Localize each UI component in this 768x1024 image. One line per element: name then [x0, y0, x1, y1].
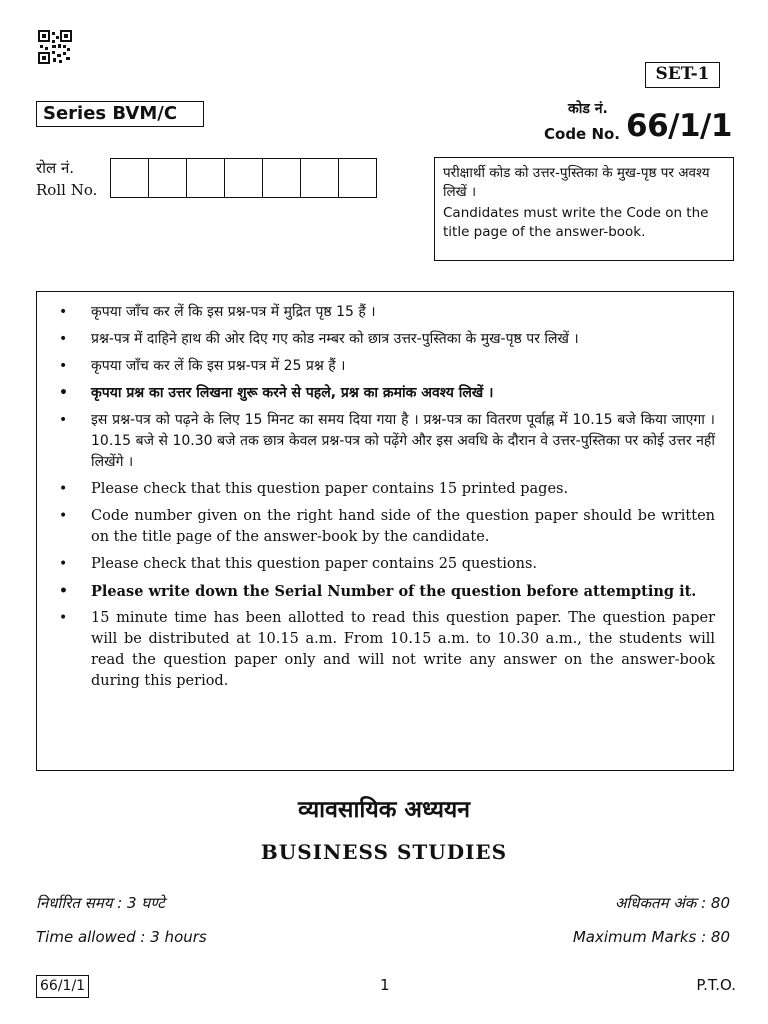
roll-number-cell [301, 158, 339, 198]
instruction-item [57, 329, 715, 350]
bullet-icon: • [59, 412, 68, 428]
instruction-item [57, 581, 715, 602]
roll-number-cell [187, 158, 225, 198]
roll-number-cell [111, 158, 149, 198]
subject-title-english: BUSINESS STUDIES [260, 840, 508, 864]
code-note-english: Candidates must write the Code on the title page of the answer-book. [443, 205, 709, 240]
bullet-icon: • [59, 385, 68, 401]
roll-label-english: Roll No. [36, 181, 98, 199]
instruction-text: कृपया जाँच कर लें कि इस प्रश्न-पत्र में मुद्रित पृष्ठ 15 हैं । [91, 304, 376, 320]
footer-code: 66/1/1 [36, 975, 89, 998]
max-marks-english: Maximum Marks : 80 [572, 928, 730, 946]
instruction-text: कृपया जाँच कर लें कि इस प्रश्न-पत्र में 25 प्रश्न हैं । [91, 358, 346, 374]
instructions-list [57, 302, 715, 692]
code-label-english: Code No. [544, 125, 621, 143]
page-number: 1 [380, 976, 390, 994]
roll-label-hindi: रोल नं. [36, 159, 75, 177]
code-note-hindi: परीक्षार्थी कोड को उत्तर-पुस्तिका के मुख-पृष्ठ पर अवश्य लिखें । [443, 165, 710, 200]
qr-code-icon [38, 30, 72, 64]
pto-label: P.T.O. [696, 976, 736, 994]
instruction-text: Please write down the Serial Number of the question before attempting it. [91, 583, 697, 600]
roll-number-cell [263, 158, 301, 198]
series-label: Series BVM/C [36, 101, 204, 127]
set-label: SET-1 [645, 62, 720, 88]
code-note-box [434, 157, 734, 261]
instruction-text: 15 minute time has been allotted to read this question paper. The question paper will be distributed at 10.15 a.m. From 10.15 a.m. to 10.30 a.m., the students will read the question paper only and will not write any answer on the answer-book during this period. [91, 610, 715, 689]
bullet-icon: • [59, 304, 68, 320]
instruction-item [57, 383, 715, 404]
time-allowed-hindi: निर्धारित समय : 3 घण्टे [36, 894, 165, 912]
instruction-text: कृपया प्रश्न का उत्तर लिखना शुरू करने से पहले, प्रश्न का क्रमांक अवश्य लिखें । [91, 385, 494, 401]
instruction-text: Please check that this question paper contains 15 printed pages. [91, 481, 569, 497]
bullet-icon: • [59, 331, 68, 347]
roll-number-cell [339, 158, 377, 198]
instruction-item [57, 356, 715, 377]
code-number: 66/1/1 [626, 108, 732, 144]
max-marks-hindi: अधिकतम अंक : 80 [614, 894, 730, 912]
instruction-text: प्रश्न-पत्र में दाहिने हाथ की ओर दिए गए कोड नम्बर को छात्र उत्तर-पुस्तिका के मुख-पृष्ठ पर लिखें । [91, 331, 579, 347]
instruction-item [57, 410, 715, 473]
roll-number-cell [149, 158, 187, 198]
instruction-text: इस प्रश्न-पत्र को पढ़ने के लिए 15 मिनट का समय दिया गया है । प्रश्न-पत्र का वितरण पूर्वाह्न में 10.15 बजे किया जाएगा । 10.15 बजे से 10.30 बजे तक छात्र केवल प्रश्न-पत्र को पढ़ेंगे और इस अवधि के दौरान वे उत्तर-पुस्तिका पर कोई उत्तर नहीं लिखेंगे । [91, 412, 715, 470]
bullet-icon: • [59, 610, 68, 626]
instruction-text: Code number given on the right hand side of the question paper should be written on the title page of the answer-book by the candidate. [91, 508, 715, 545]
instruction-item [57, 479, 715, 500]
instruction-item [57, 302, 715, 323]
bullet-icon: • [59, 556, 68, 572]
time-allowed-english: Time allowed : 3 hours [36, 928, 207, 946]
code-label-hindi: कोड नं. [568, 101, 608, 117]
instruction-item [57, 506, 715, 548]
bullet-icon: • [59, 583, 68, 599]
bullet-icon: • [59, 481, 68, 497]
roll-number-boxes [110, 158, 377, 198]
roll-number-cell [225, 158, 263, 198]
instruction-item [57, 608, 715, 692]
subject-title-hindi: व्यावसायिक अध्ययन [297, 797, 471, 823]
instruction-text: Please check that this question paper contains 25 questions. [91, 556, 537, 572]
instructions-box [36, 291, 734, 771]
bullet-icon: • [59, 508, 68, 524]
bullet-icon: • [59, 358, 68, 374]
instruction-item [57, 554, 715, 575]
